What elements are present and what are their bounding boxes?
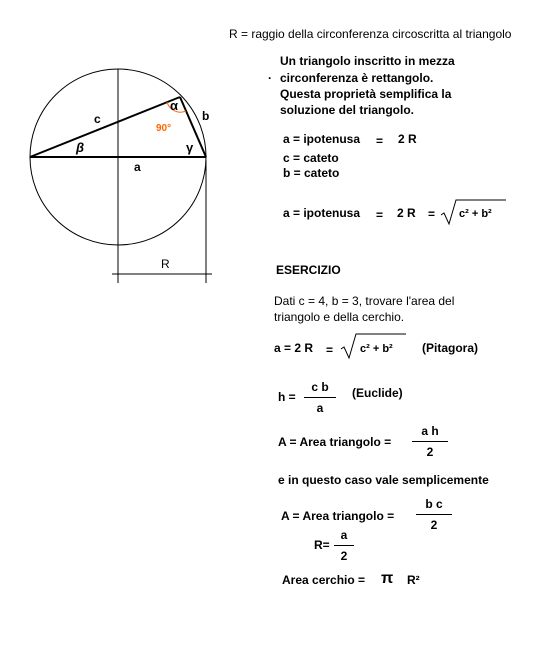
header-note: R = raggio della circonferenza circoscritta al triangolo	[229, 27, 512, 41]
radius-fraction	[334, 528, 354, 563]
area2-fraction-bar	[416, 514, 452, 515]
intro-line-4: soluzione del triangolo.	[280, 103, 415, 117]
formula1-eq1: =	[376, 208, 384, 222]
formula1-mid: 2 R	[397, 206, 416, 220]
exercise-title: ESERCIZIO	[276, 263, 341, 277]
height-denominator: a	[316, 401, 324, 415]
pi-symbol: π	[381, 570, 394, 587]
label-beta: β	[76, 140, 85, 155]
area1-fraction	[412, 424, 448, 459]
exercise-given-1: Dati c = 4, b = 3, trovare l'area del	[274, 294, 455, 308]
height-note: (Euclide)	[352, 386, 403, 400]
radius-lhs: R=	[314, 538, 330, 552]
pythagoras-eq: =	[326, 343, 334, 357]
formula1-eq2: =	[428, 207, 436, 221]
intro-line-3: Questa proprietà semplifica la	[280, 87, 452, 101]
def-b: b = cateto	[283, 166, 340, 180]
label-b: b	[202, 109, 210, 123]
pythagoras-note: (Pitagora)	[422, 341, 479, 355]
circle-area-lhs: Area cerchio =	[282, 573, 366, 587]
formula1-lhs: a = ipotenusa	[283, 206, 361, 220]
height-lhs: h =	[278, 390, 296, 404]
intro-line-2: circonferenza è rettangolo.	[280, 71, 434, 85]
radius-denominator: 2	[340, 549, 348, 563]
area1-fraction-bar	[412, 441, 448, 442]
area2-denominator: 2	[430, 518, 438, 532]
pythagoras-radicand: c² + b²	[360, 343, 393, 355]
circle-area-rhs: R²	[407, 573, 420, 587]
formula1-radicand: c² + b²	[459, 208, 492, 220]
area1-denominator: 2	[426, 445, 434, 459]
area1-numerator: a h	[421, 424, 439, 438]
label-c: c	[94, 112, 101, 126]
label-gamma: γ	[186, 140, 194, 155]
area1-lhs: A = Area triangolo =	[278, 435, 392, 449]
def-a-lhs: a = ipotenusa	[283, 132, 361, 146]
def-a-eq: =	[376, 134, 384, 148]
radius-fraction-bar	[334, 545, 354, 546]
label-alpha: α	[170, 98, 178, 113]
intro-line-1: Un triangolo inscritto in mezza	[280, 54, 455, 68]
label-a: a	[134, 160, 141, 174]
label-right-angle: 90°	[156, 123, 172, 134]
case-line: e in questo caso vale semplicemente	[278, 473, 489, 487]
area2-lhs: A = Area triangolo =	[281, 509, 395, 523]
area2-numerator: b c	[425, 497, 443, 511]
pythagoras-lhs: a = 2 R	[274, 341, 314, 355]
label-R: R	[161, 257, 170, 271]
height-fraction-bar	[304, 397, 336, 398]
area2-fraction	[416, 497, 452, 532]
intro-bullet: ·	[268, 71, 272, 85]
exercise-given-2: triangolo e della cerchio.	[274, 310, 405, 324]
height-fraction	[304, 380, 336, 415]
height-numerator: c b	[311, 380, 329, 394]
radius-numerator: a	[340, 528, 348, 542]
def-a-rhs: 2 R	[398, 132, 417, 146]
def-c: c = cateto	[283, 151, 339, 165]
